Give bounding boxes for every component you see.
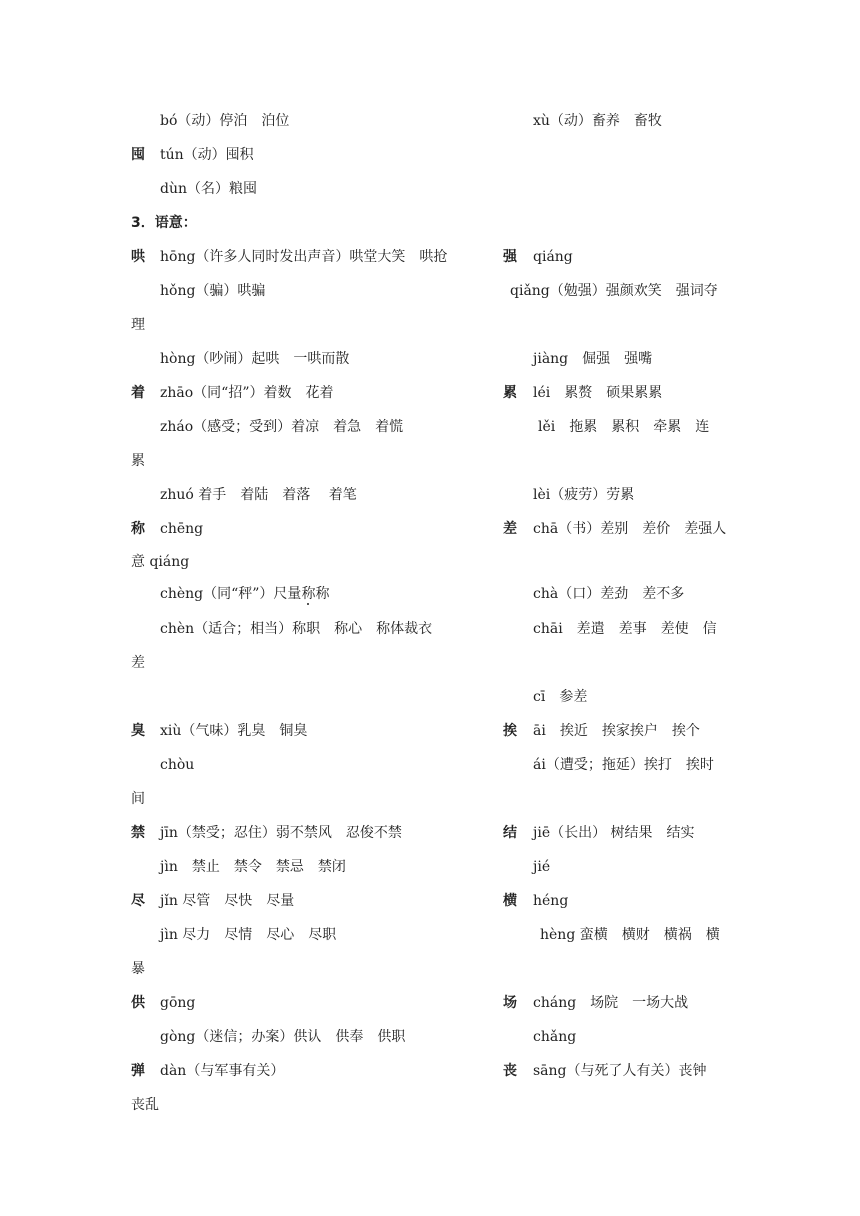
wrapped-text: 暴 <box>131 961 145 977</box>
headword: 弹 <box>131 1063 145 1079</box>
entry-line: qiáng <box>533 249 573 265</box>
entry-line: xiù（气味）乳臭 铜臭 <box>160 723 308 739</box>
entry-line: chèn（适合；相当）称职 称心 称体裁衣 <box>160 621 433 637</box>
entry-line: chā（书）差别 差价 差强人 <box>533 521 727 537</box>
wrapped-text: 意 qiáng <box>131 554 190 570</box>
headword: 供 <box>131 995 145 1011</box>
entry-line: hōng（许多人同时发出声音）哄堂大笑 哄抢 <box>160 249 448 265</box>
entry-line: hǒng（骗）哄骗 <box>160 283 266 299</box>
headword: 强 <box>503 249 517 265</box>
section-heading: 3．语意： <box>131 215 197 231</box>
entry-text: chèng（同“秤”）尺量 <box>160 586 302 602</box>
entry-line: cháng 场院 一场大战 <box>533 995 689 1011</box>
entry-line: bó（动）停泊 泊位 <box>160 113 290 129</box>
entry-line: chāi 差遣 差事 差使 信 <box>533 621 717 637</box>
entry-line: hòng（吵闹）起哄 一哄而散 <box>160 351 350 367</box>
entry-line: zhāo（同“招”）着数 花着 <box>160 385 334 401</box>
wrapped-text: 累 <box>131 453 145 469</box>
entry-line: sāng（与死了人有关）丧钟 <box>533 1063 707 1079</box>
entry-line: lěi 拖累 累积 牵累 连 <box>538 419 710 435</box>
entry-line: jié <box>533 859 551 875</box>
entry-line: dùn（名）粮囤 <box>160 181 257 197</box>
headword: 差 <box>503 521 517 537</box>
entry-line: jīn（禁受；忍住）弱不禁风 忍俊不禁 <box>160 825 402 841</box>
headword: 囤 <box>131 147 145 163</box>
headword: 丧 <box>503 1063 517 1079</box>
headword: 尽 <box>131 893 145 909</box>
entry-line: hèng 蛮横 横财 横祸 横 <box>540 927 720 943</box>
entry-line: jiē（长出） 树结果 结实 <box>533 825 695 841</box>
wrapped-text: 理 <box>131 317 145 333</box>
entry-line: zháo（感受；受到）着凉 着急 着慌 <box>160 419 404 435</box>
emphasis-char: 称 <box>301 586 316 602</box>
entry-line: āi 挨近 挨家挨户 挨个 <box>533 723 700 739</box>
headword: 累 <box>503 385 517 401</box>
wrapped-text: 差 <box>131 655 145 671</box>
entry-line: cī 参差 <box>533 689 588 705</box>
headword: 禁 <box>131 825 145 841</box>
entry-line: chòu <box>160 757 195 773</box>
entry-line: jìn 尽力 尽情 尽心 尽职 <box>160 927 337 943</box>
entry-line: léi 累赘 硕果累累 <box>533 385 663 401</box>
entry-line: jǐn 尽管 尽快 尽量 <box>160 893 295 909</box>
headword: 挨 <box>503 723 517 739</box>
headword: 横 <box>503 893 517 909</box>
wrapped-text: 间 <box>131 791 145 807</box>
entry-line: qiǎng（勉强）强颜欢笑 强词夺 <box>510 283 718 299</box>
entry-line: xù（动）畜养 畜牧 <box>533 113 662 129</box>
entry-line: zhuó 着手 着陆 着落 着笔 <box>160 487 357 503</box>
headword: 臭 <box>131 723 145 739</box>
entry-line: jìn 禁止 禁令 禁忌 禁闭 <box>160 859 346 875</box>
headword: 称 <box>131 521 145 537</box>
entry-line: ái（遭受；拖延）挨打 挨时 <box>533 757 714 773</box>
headword: 场 <box>503 995 517 1011</box>
headword: 着 <box>131 385 145 401</box>
entry-line: jiàng 倔强 强嘴 <box>533 351 653 367</box>
entry-line <box>160 585 329 603</box>
entry-line: chǎng <box>533 1029 577 1045</box>
entry-line: chēng <box>160 521 204 537</box>
headword: 结 <box>503 825 517 841</box>
entry-line: dàn（与军事有关） <box>160 1063 285 1079</box>
entry-line: tún（动）囤积 <box>160 147 254 163</box>
entry-line: chà（口）差劲 差不多 <box>533 586 685 602</box>
entry-text: 称 <box>315 586 330 602</box>
entry-line: gōng <box>160 995 196 1011</box>
entry-line: gòng（迷信；办案）供认 供奉 供职 <box>160 1029 406 1045</box>
wrapped-text: 丧乱 <box>131 1097 159 1113</box>
headword: 哄 <box>131 249 145 265</box>
entry-line: lèi（疲劳）劳累 <box>533 487 635 503</box>
entry-line: héng <box>533 893 569 909</box>
